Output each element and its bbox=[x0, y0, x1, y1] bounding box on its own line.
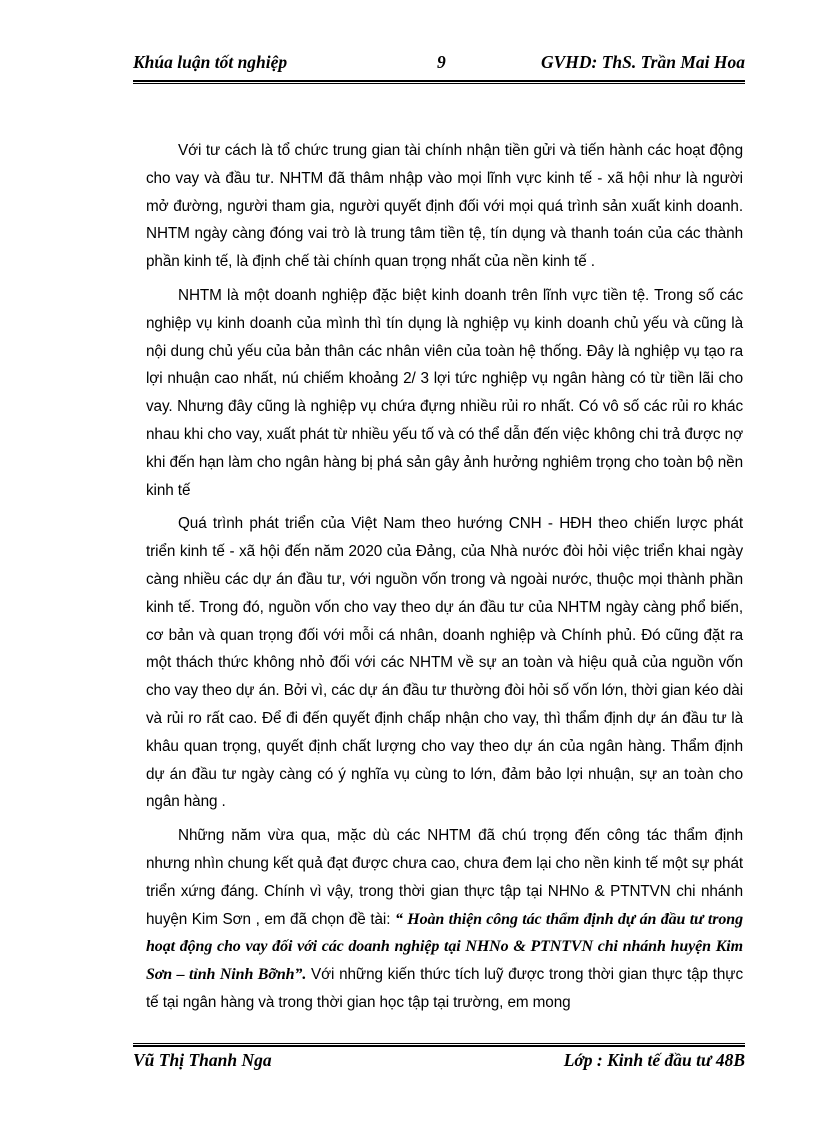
header-divider bbox=[133, 80, 745, 84]
header-advisor: GVHD: ThS. Trần Mai Hoa bbox=[540, 52, 745, 72]
paragraph-4-intro: Những năm vừa qua, mặc dù các NHTM đã chú trọng đến công tác thẩm định nhưng nhìn chung kết quả đạt được chưa cao, chưa đem lại cho nền kinh tế một sự phát triển xứng đáng. Chính vì vậy, trong thời gian thực tập tại NHNo & PTNTVN chi nhánh huyện Kim Sơn , em đã chọn đề tài: bbox=[146, 827, 743, 928]
footer-author: Vũ Thị Thanh Nga bbox=[133, 1050, 272, 1070]
paragraph-3: Quá trình phát triển của Việt Nam theo hướng CNH - HĐH theo chiến lược phát triển kinh tế - xã hội đến năm 2020 của Đảng, của Nhà nước đòi hỏi việc triển khai ngày càng nhiều các dự án đầu tư, với nguồn vốn trong và ngoài nước, thuộc mọi thành phần kinh tế. Trong đó, nguồn vốn cho vay theo dự án đầu tư của NHTM ngày càng phổ biến, cơ bản và quan trọng đối với mỗi cá nhân, doanh nghiệp và Chính phủ. Đó cũng đặt ra một thách thức không nhỏ đối với các NHTM về sự an toàn và hiệu quả của nguồn vốn cho vay theo dự án. Bởi vì, các dự án đầu tư thường đòi hỏi số vốn lớn, thời gian kéo dài và rủi ro rất cao. Để đi đến quyết định chấp nhận cho vay, thì thẩm định dự án đầu tư là khâu quan trọng, quyết định chất lượng cho vay theo dự án của ngân hàng. Thẩm định dự án đầu tư ngày càng có ý nghĩa vụ cùng to lớn, đảm bảo lợi nhuận, sự an toàn cho ngân hàng . bbox=[146, 515, 743, 811]
page-footer bbox=[133, 1050, 745, 1076]
header-thesis-label: Khúa luận tốt nghiệp bbox=[133, 52, 288, 72]
paragraph-4-continuation: Với những kiến thức tích luỹ được trong thời gian thực tập thực tế tại ngân hàng và trong thời gian học tập tại trường, em mong bbox=[146, 966, 743, 1011]
paragraph-2: NHTM là một doanh nghiệp đặc biệt kinh doanh trên lĩnh vực tiền tệ. Trong số các nghiệp vụ kinh doanh của mình thì tín dụng là nghiệp vụ kinh doanh chủ yếu và cũng là nội dung chủ yếu của bản thân các nhân viên của toàn hệ thống. Đây là nghiệp vụ tạo ra lợi nhuận cao nhất, nú chiếm khoảng 2/ 3 lợi tức nghiệp vụ ngân hàng có từ tiền lãi cho vay. Nhưng đây cũng là nghiệp vụ chứa đựng nhiều rủi ro nhất. Có vô số các rủi ro khác nhau khi cho vay, xuất phát từ nhiều yếu tố và có thể dẫn đến việc không chi trả được nợ khi đến hạn làm cho ngân hàng bị phá sản gây ảnh hưởng nghiêm trọng cho toàn bộ nền kinh tế bbox=[146, 286, 743, 499]
footer-class: Lớp : Kinh tế đầu tư 48B bbox=[563, 1050, 745, 1070]
footer-divider bbox=[133, 1043, 745, 1047]
body-text bbox=[146, 137, 743, 1023]
paragraph-4 bbox=[146, 822, 743, 1017]
thesis-title: “ Hoàn thiện công tác thẩm định dự án đầu tư trong hoạt động cho vay đối với các doanh nghiệp tại NHNo & PTNTVN chi nhánh huyện Kim Sơn – tỉnh Ninh Bỡnh”. bbox=[146, 910, 743, 984]
page-header bbox=[133, 52, 745, 80]
paragraph-1: Với tư cách là tổ chức trung gian tài chính nhận tiền gửi và tiến hành các hoạt động cho vay và đầu tư. NHTM đã thâm nhập vào mọi lĩnh vực kinh tế - xã hội như là người mở đường, người tham gia, người quyết định đối với mọi quá trình sản xuất kinh doanh. NHTM ngày càng đóng vai trò là trung tâm tiền tệ, tín dụng và thanh toán của các thành phần kinh tế, là định chế tài chính quan trọng nhất của nền kinh tế . bbox=[146, 142, 743, 271]
page-number: 9 bbox=[437, 52, 446, 72]
